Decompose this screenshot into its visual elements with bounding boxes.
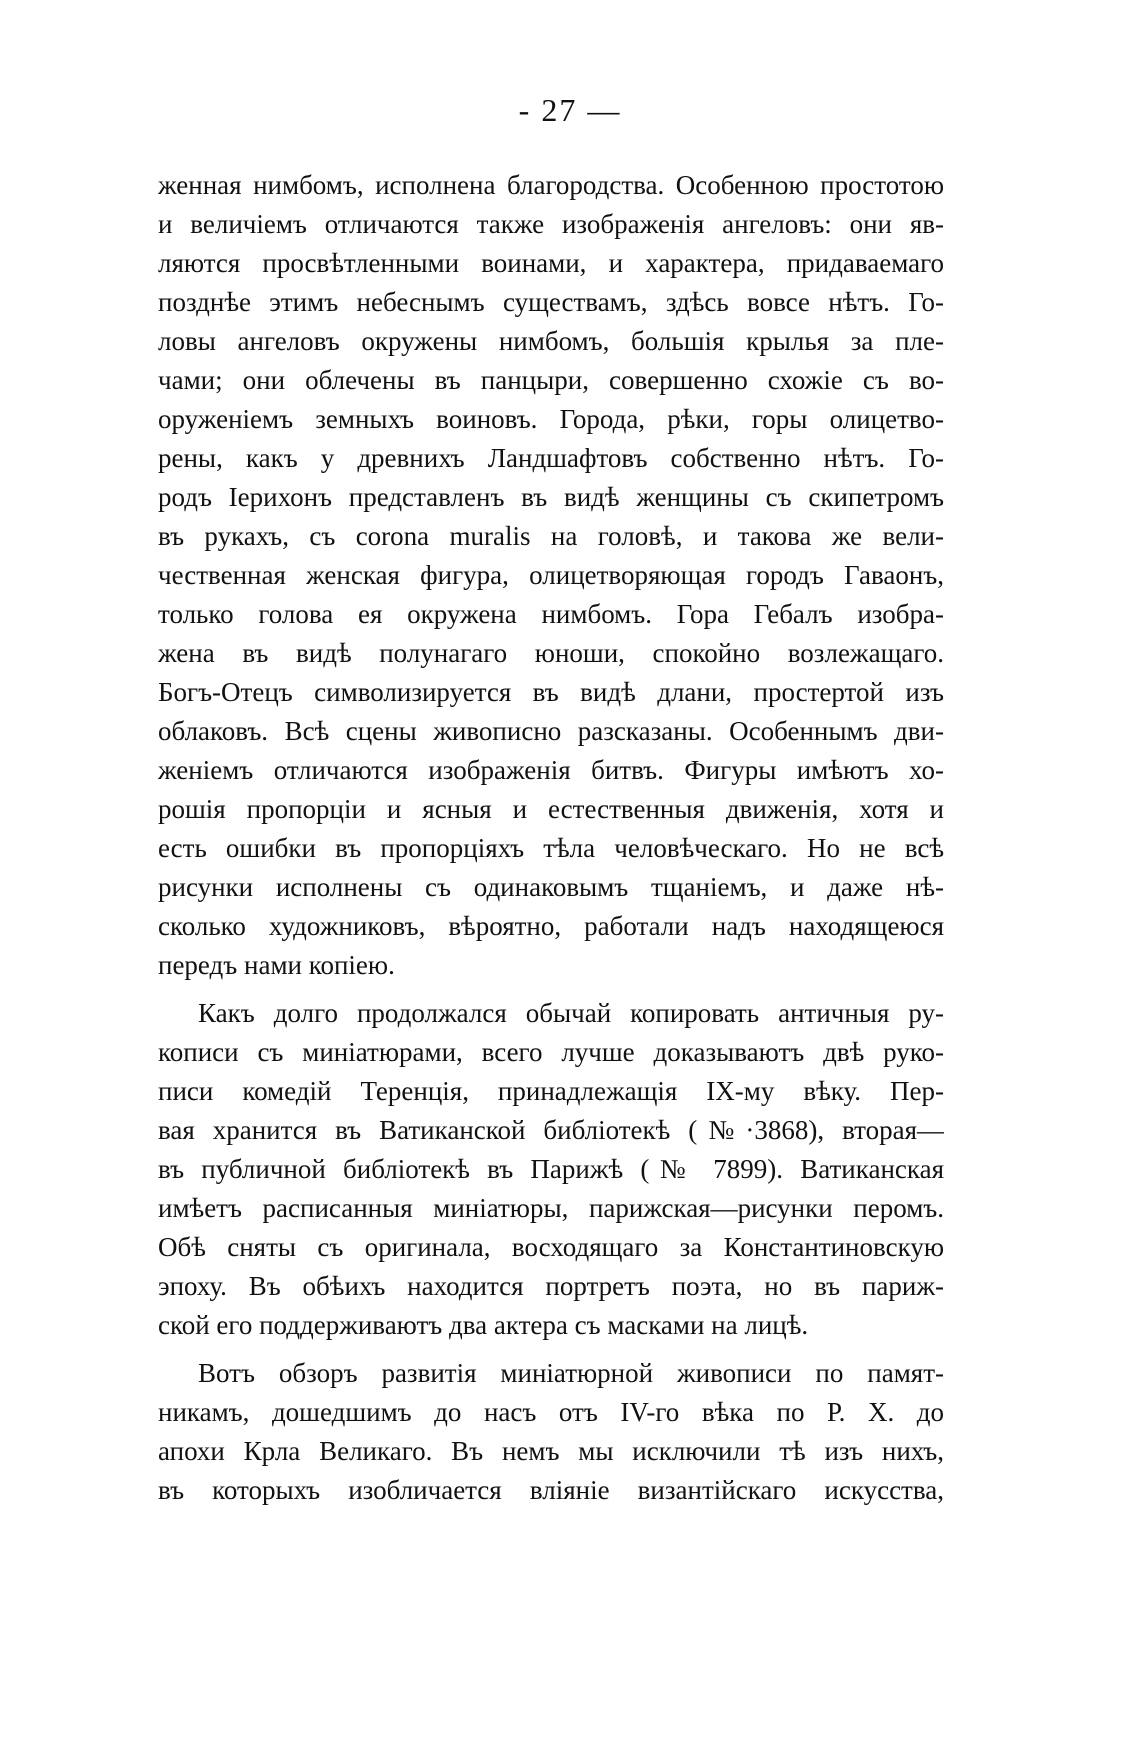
text-line: писи комедій Теренція, принадлежащія IX-му вѣку. Пер- [158,1076,944,1106]
text-line: рошія пропорціи и ясныя и естественныя движенія, хотя и [158,794,944,824]
text-line: Богъ-Отецъ символизируется въ видѣ длани, простертой изъ [158,677,944,707]
text-line: родъ Іерихонъ представленъ въ видѣ женщины съ скипетромъ [158,482,944,512]
text-line: эпоху. Въ обѣихъ находится портретъ поэта, но въ париж- [158,1271,944,1301]
text-line: рисунки исполнены съ одинаковымъ тщаніемъ, и даже нѣ- [158,872,944,902]
paragraph-gap [158,1345,944,1354]
body-text [158,166,944,1510]
text-line: въ рукахъ, съ corona muralis на головѣ, и такова же вели- [158,521,944,551]
paragraph-2 [158,994,944,1345]
page-number: - 27 — [518,92,622,128]
text-line: Обѣ сняты съ оригинала, восходящаго за Константиновскую [158,1232,944,1262]
text-line: есть ошибки въ пропорціяхъ тѣла человѣческаго. Но не всѣ [158,833,944,863]
text-line: ской его поддерживаютъ два актера съ масками на лицѣ. [158,1310,809,1340]
text-line: никамъ, дошедшимъ до насъ отъ IV-го вѣка по Р. Х. до [158,1397,944,1427]
text-line: и величіемъ отличаются также изображенія ангеловъ: они яв- [158,209,944,239]
text-line: ловы ангеловъ окружены нимбомъ, большія крылья за пле- [158,326,944,356]
text-line: женная нимбомъ, исполнена благородства. Особенною простотою [158,170,944,200]
text-line: облаковъ. Всѣ сцены живописно разсказаны. Особеннымъ дви- [158,716,944,746]
text-line: жена въ видѣ полунагаго юноши, спокойно возлежащаго. [158,638,944,668]
text-line: женіемъ отличаются изображенія битвъ. Фигуры имѣютъ хо- [158,755,944,785]
text-line: имѣетъ расписанныя миніатюры, парижская—рисунки перомъ. [158,1193,944,1223]
paragraph-1 [158,166,944,985]
paragraph-3 [158,1354,944,1510]
text-line: только голова ея окружена нимбомъ. Гора Гебалъ изобра- [158,599,944,629]
text-line: ляются просвѣтленными воинами, и характера, придаваемаго [158,248,944,278]
text-line: вая хранится въ Ватиканской библіотекѣ (№·3868), вторая— [158,1115,944,1145]
text-line: рены, какъ у древнихъ Ландшафтовъ собственно нѣтъ. Го- [158,443,944,473]
text-line: оруженіемъ земныхъ воиновъ. Города, рѣки, горы олицетво- [158,404,944,434]
text-line: Вотъ обзоръ развитія миніатюрной живописи по памят- [198,1358,944,1388]
text-line: сколько художниковъ, вѣроятно, работали надъ находящеюся [158,911,944,941]
text-line: апохи Крла Великаго. Въ немъ мы исключили тѣ изъ нихъ, [158,1436,944,1466]
text-line: Какъ долго продолжался обычай копировать античныя ру- [198,998,944,1028]
text-line: передъ нами копіею. [158,950,395,980]
text-line: въ которыхъ изобличается вліяніе византійскаго искусства, [158,1475,944,1505]
text-line: въ публичной библіотекѣ въ Парижѣ (№ 7899). Ватиканская [158,1154,944,1184]
text-line: позднѣе этимъ небеснымъ существамъ, здѣсь вовсе нѣтъ. Го- [158,287,944,317]
text-line: чественная женская фигура, олицетворяющая городъ Гаваонъ, [158,560,944,590]
text-line: кописи съ миніатюрами, всего лучше доказываютъ двѣ руко- [158,1037,944,1067]
text-line: чами; они облечены въ панцыри, совершенно схожіе съ во- [158,365,944,395]
paragraph-gap [158,985,944,994]
